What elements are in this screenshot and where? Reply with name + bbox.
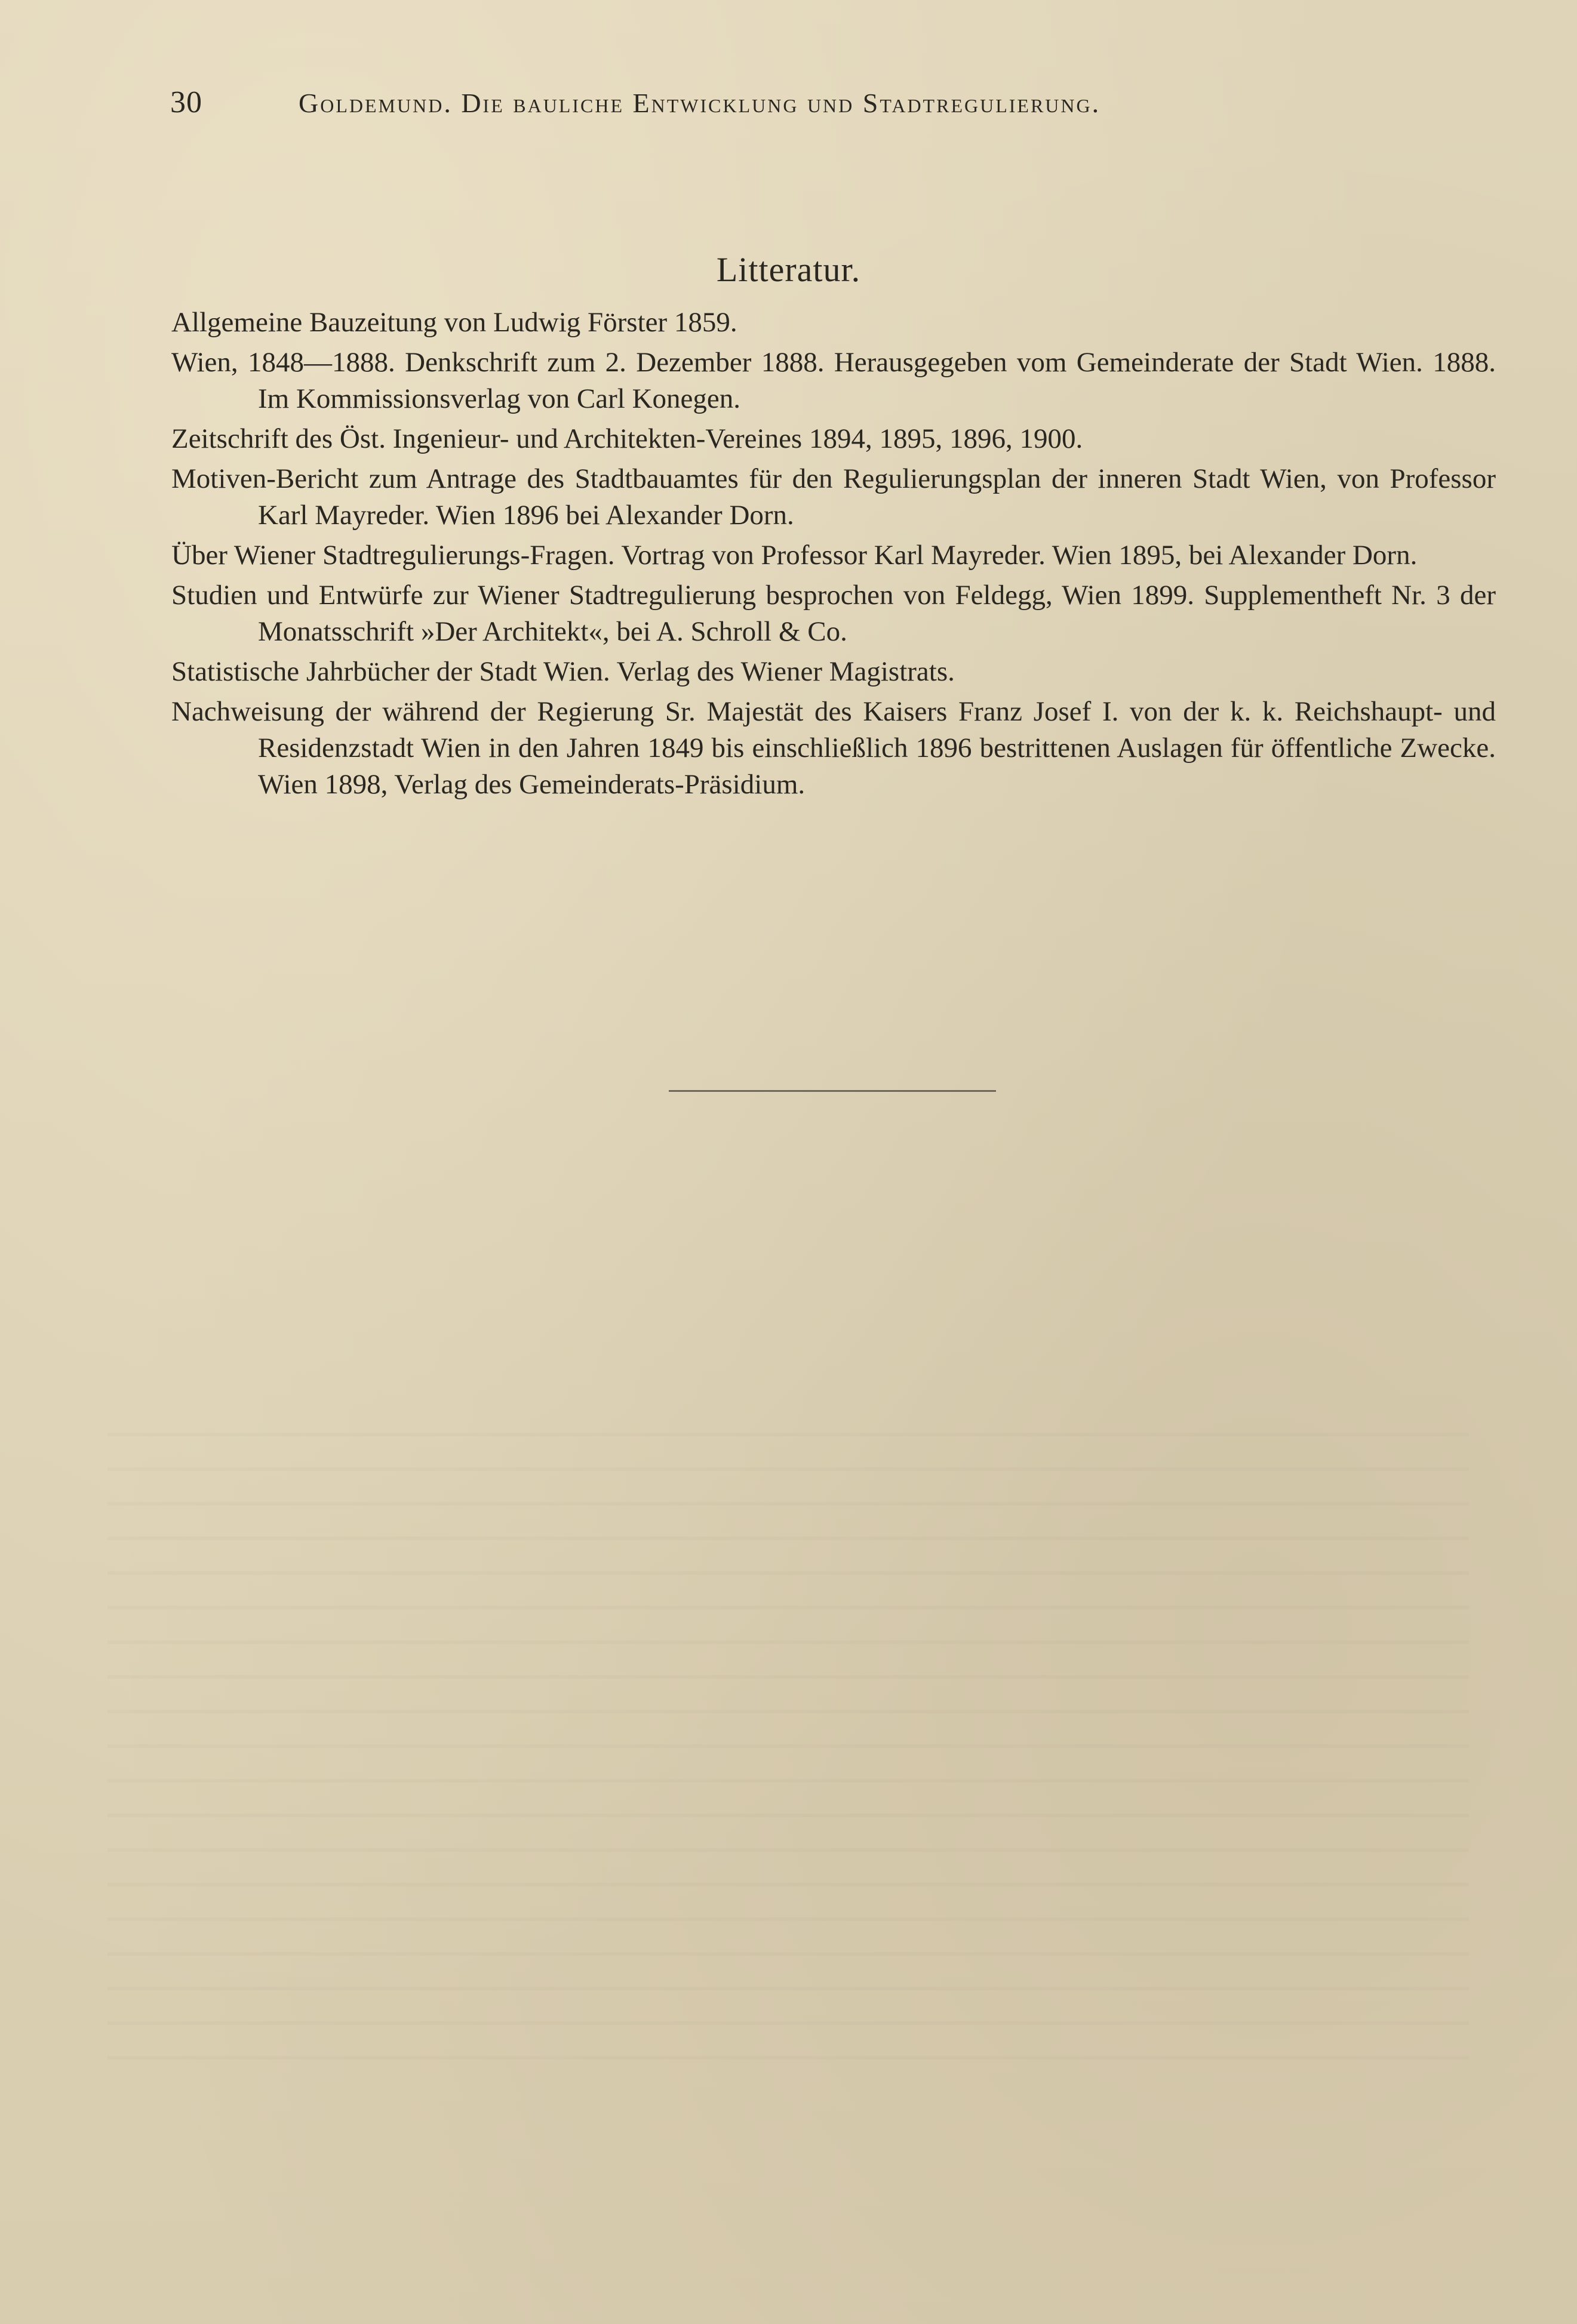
section-divider — [669, 1090, 996, 1092]
bibliography-entry: Studien und Entwürfe zur Wiener Stadtregulierung besprochen von Feldegg, Wien 1899. Supplementheft Nr. 3 der Monatsschrift »Der Architekt«, bei A. Schroll & Co. — [171, 580, 1496, 647]
bibliography-entry: Statistische Jahrbücher der Stadt Wien. Verlag des Wiener Magistrats. — [171, 656, 955, 687]
bibliography-entry: Wien, 1848—1888. Denkschrift zum 2. Dezember 1888. Herausgegeben vom Gemeinderate der Stadt Wien. 1888. Im Kommissionsverlag von Carl Konegen. — [171, 347, 1496, 414]
bibliography-entry: Allgemeine Bauzeitung von Ludwig Förster 1859. — [171, 307, 737, 338]
page-number: 30 — [170, 85, 202, 119]
show-through-texture — [107, 1433, 1469, 2089]
bibliography-entry: Über Wiener Stadtregulierungs-Fragen. Vortrag von Professor Karl Mayreder. Wien 1895, bei Alexander Dorn. — [171, 540, 1418, 571]
running-header — [170, 85, 1364, 127]
bibliography-entry: Motiven-Bericht zum Antrage des Stadtbauamtes für den Regulierungsplan der inneren Stadt Wien, von Professor Karl Mayreder. Wien 1896 bei Alexander Dorn. — [171, 463, 1496, 531]
section-heading: Litteratur. — [716, 250, 861, 289]
bibliography-list — [171, 304, 1496, 807]
running-title: Goldemund. Die bauliche Entwicklung und Stadtregulierung. — [299, 88, 1101, 118]
bibliography-entry: Zeitschrift des Öst. Ingenieur- und Architekten-Vereines 1894, 1895, 1896, 1900. — [171, 423, 1083, 454]
bibliography-entry: Nachweisung der während der Regierung Sr. Majestät des Kaisers Franz Josef I. von der k. k. Reichshaupt- und Residenzstadt Wien in den Jahren 1849 bis einschließlich 1896 bestrittenen Auslagen für öffentliche Zwecke. Wien 1898, Verlag des Gemeinderats-Präsidium. — [171, 696, 1496, 800]
